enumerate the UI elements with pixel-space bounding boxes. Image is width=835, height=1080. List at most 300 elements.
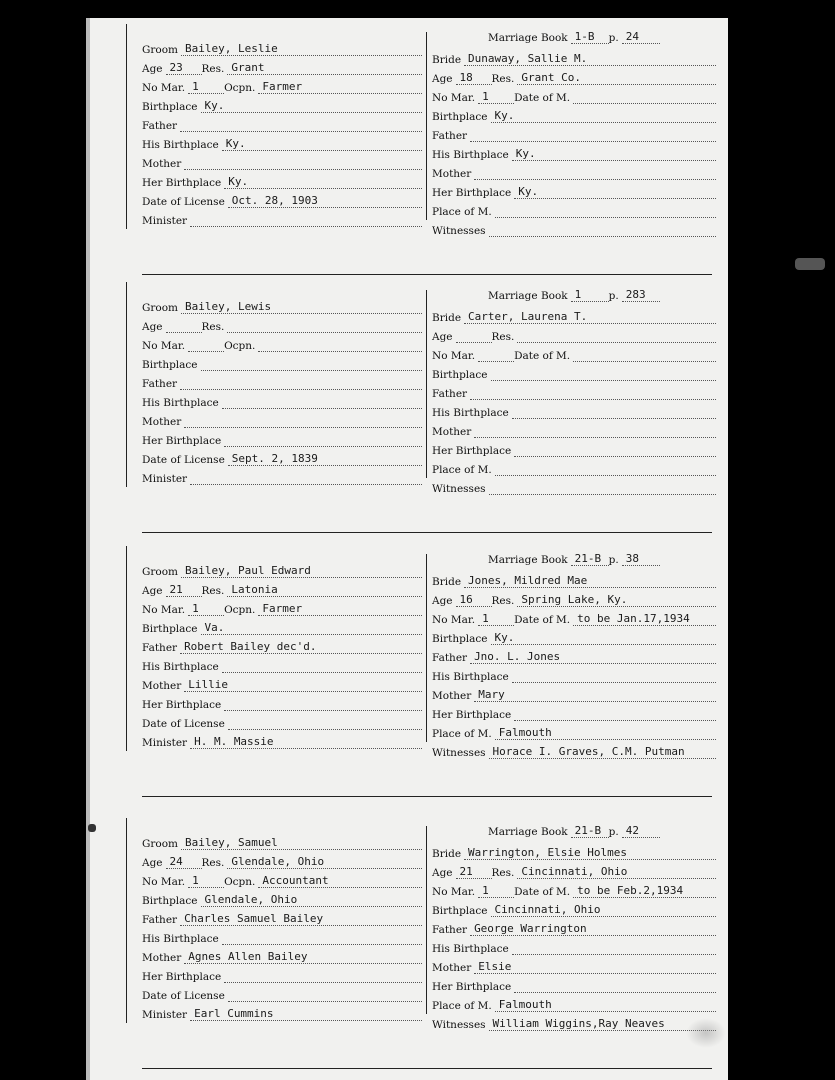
column-divider [426, 32, 427, 220]
no-mar-label: No Mar. [432, 92, 476, 104]
bride-res: Grant Co. [517, 71, 716, 85]
age-row [142, 851, 422, 869]
groom-her-birthplace [224, 446, 422, 447]
bride-no-mar: 1 [478, 90, 514, 104]
date-of-license [228, 1001, 422, 1002]
minister-name: Earl Cummins [190, 1007, 422, 1021]
groom-his-birthplace [222, 672, 422, 673]
date-of-marriage [573, 361, 716, 362]
witnesses-label: Witnesses [432, 747, 486, 759]
bride-father: George Warrington [470, 922, 716, 936]
date-of-license-label: Date of License [142, 454, 225, 466]
bride-her-birthplace-row [432, 703, 716, 721]
date-of-license-label: Date of License [142, 718, 225, 730]
bride-age-row [432, 861, 716, 879]
bride-age [456, 342, 492, 343]
his-birthplace-row [142, 655, 422, 673]
left-rule [126, 546, 127, 751]
groom-row [142, 832, 422, 850]
no-mar-row [142, 870, 422, 888]
left-rule [126, 24, 127, 229]
her-birthplace-label: Her Birthplace [432, 187, 512, 199]
bride-mother [474, 179, 716, 180]
marriage-book-ref [488, 820, 660, 838]
marriage-book-ref [488, 548, 660, 566]
bride-father-row [432, 918, 716, 936]
age-label: Age [432, 595, 453, 607]
groom-birthplace: Va. [201, 621, 422, 635]
minister-row [142, 209, 422, 227]
bride-no-mar-row [432, 608, 716, 626]
no-mar-label: No Mar. [142, 82, 186, 94]
bride-mother-row [432, 684, 716, 702]
groom-name: Bailey, Leslie [181, 42, 422, 56]
his-birthplace-label: His Birthplace [432, 671, 509, 683]
her-birthplace-label: Her Birthplace [142, 971, 222, 983]
groom-father: Robert Bailey dec'd. [180, 640, 422, 654]
date-of-marriage: to be Feb.2,1934 [573, 884, 716, 898]
minister-label: Minister [142, 1009, 188, 1021]
groom-age: 21 [166, 583, 202, 597]
date-of-m-label: Date of M. [514, 886, 571, 898]
his-birthplace-label: His Birthplace [142, 661, 219, 673]
his-birthplace-row [142, 133, 422, 151]
date-of-m-label: Date of M. [514, 614, 571, 626]
groom-no-mar: 1 [188, 80, 224, 94]
place-of-m-row [432, 722, 716, 740]
groom-res: Latonia [227, 583, 422, 597]
bride-name: Dunaway, Sallie M. [464, 52, 716, 66]
page-label: p. [608, 290, 619, 302]
father-label: Father [142, 378, 178, 390]
his-birthplace-label: His Birthplace [142, 397, 219, 409]
date-of-m-label: Date of M. [514, 92, 571, 104]
bride-age: 18 [456, 71, 492, 85]
witnesses [489, 494, 716, 495]
bride-father [470, 399, 716, 400]
birthplace-label: Birthplace [432, 633, 488, 645]
groom-age [166, 332, 202, 333]
bride-his-birthplace [512, 418, 716, 419]
no-mar-row [142, 598, 422, 616]
birthplace-row [142, 353, 422, 371]
res-label: Res. [491, 331, 515, 343]
bride-label: Bride [432, 54, 462, 66]
bride-birthplace [491, 380, 716, 381]
his-birthplace-label: His Birthplace [432, 407, 509, 419]
age-label: Age [432, 867, 453, 879]
marriage-book-number: 21-B [571, 552, 609, 566]
bride-father-row [432, 646, 716, 664]
date-of-license-row [142, 712, 422, 730]
bride-no-mar: 1 [478, 884, 514, 898]
her-birthplace-label: Her Birthplace [142, 435, 222, 447]
groom-label: Groom [142, 838, 179, 850]
groom-name: Bailey, Paul Edward [181, 564, 422, 578]
witnesses-row [432, 741, 716, 759]
groom-ocpn [258, 351, 422, 352]
father-label: Father [432, 652, 468, 664]
bride-age-row [432, 325, 716, 343]
mother-label: Mother [432, 690, 472, 702]
bride-no-mar-row [432, 86, 716, 104]
groom-no-mar: 1 [188, 874, 224, 888]
mother-row [142, 152, 422, 170]
her-birthplace-row [142, 693, 422, 711]
father-row [142, 114, 422, 132]
column-divider [426, 826, 427, 1014]
marriage-book-ref [488, 284, 660, 302]
groom-label: Groom [142, 566, 179, 578]
groom-his-birthplace [222, 408, 422, 409]
groom-age: 23 [166, 61, 202, 75]
res-label: Res. [491, 867, 515, 879]
groom-res: Grant [227, 61, 422, 75]
birthplace-label: Birthplace [142, 359, 198, 371]
no-mar-label: No Mar. [142, 876, 186, 888]
marriage-book-number: 1 [571, 288, 609, 302]
date-of-license: Sept. 2, 1839 [228, 452, 422, 466]
minister-label: Minister [142, 737, 188, 749]
age-row [142, 579, 422, 597]
groom-his-birthplace: Ky. [222, 137, 422, 151]
date-of-license-label: Date of License [142, 196, 225, 208]
groom-father [180, 389, 422, 390]
date-of-license-label: Date of License [142, 990, 225, 1002]
mother-label: Mother [142, 680, 182, 692]
groom-name: Bailey, Lewis [181, 300, 422, 314]
birthplace-label: Birthplace [432, 369, 488, 381]
place-of-m-label: Place of M. [432, 464, 492, 476]
no-mar-label: No Mar. [432, 350, 476, 362]
no-mar-row [142, 334, 422, 352]
groom-row [142, 560, 422, 578]
father-label: Father [432, 130, 468, 142]
father-row [142, 372, 422, 390]
his-birthplace-label: His Birthplace [142, 933, 219, 945]
bride-no-mar: 1 [478, 612, 514, 626]
bride-father: Jno. L. Jones [470, 650, 716, 664]
bride-no-mar-row [432, 880, 716, 898]
marriage-book-page: 42 [622, 824, 660, 838]
her-birthplace-label: Her Birthplace [432, 981, 512, 993]
marriage-book-page: 38 [622, 552, 660, 566]
record-separator [142, 532, 712, 533]
bride-birthplace: Ky. [491, 109, 716, 123]
place-of-m-label: Place of M. [432, 206, 492, 218]
bride-label: Bride [432, 576, 462, 588]
marriage-book-label: Marriage Book [488, 826, 568, 838]
record-separator [142, 1068, 712, 1069]
page-edge [86, 18, 90, 1080]
father-row [142, 908, 422, 926]
mother-row [142, 410, 422, 428]
bride-name: Jones, Mildred Mae [464, 574, 716, 588]
marriage-book-label: Marriage Book [488, 290, 568, 302]
mother-label: Mother [142, 952, 182, 964]
groom-father: Charles Samuel Bailey [180, 912, 422, 926]
witnesses: William Wiggins,Ray Neaves [489, 1017, 716, 1031]
res-label: Res. [201, 585, 225, 597]
witnesses [489, 236, 716, 237]
father-label: Father [432, 924, 468, 936]
bride-row [432, 570, 716, 588]
father-row [142, 636, 422, 654]
ocpn-label: Ocpn. [224, 604, 256, 616]
bride-his-birthplace-row [432, 937, 716, 955]
bride-res: Spring Lake, Ky. [517, 593, 716, 607]
marriage-book-number: 1-B [571, 30, 609, 44]
age-label: Age [142, 321, 163, 333]
his-birthplace-label: His Birthplace [142, 139, 219, 151]
father-label: Father [142, 914, 178, 926]
bride-res [517, 342, 716, 343]
groom-his-birthplace [222, 944, 422, 945]
record-separator [142, 274, 712, 275]
birthplace-row [142, 617, 422, 635]
date-of-license [228, 729, 422, 730]
his-birthplace-row [142, 391, 422, 409]
date-of-license-row [142, 448, 422, 466]
record-separator [142, 796, 712, 797]
place-of-marriage [495, 217, 716, 218]
her-birthplace-label: Her Birthplace [432, 709, 512, 721]
groom-row [142, 38, 422, 56]
left-rule [126, 282, 127, 487]
witnesses-label: Witnesses [432, 483, 486, 495]
groom-birthplace: Ky. [201, 99, 422, 113]
marriage-book-page: 24 [622, 30, 660, 44]
bride-age: 21 [456, 865, 492, 879]
mother-row [142, 946, 422, 964]
groom-ocpn: Accountant [258, 874, 422, 888]
mother-label: Mother [432, 168, 472, 180]
no-mar-label: No Mar. [142, 340, 186, 352]
bride-birthplace-row [432, 363, 716, 381]
place-of-m-row [432, 200, 716, 218]
age-row [142, 315, 422, 333]
mother-row [142, 674, 422, 692]
column-divider [426, 554, 427, 742]
bride-row [432, 48, 716, 66]
birthplace-label: Birthplace [142, 895, 198, 907]
bride-mother-row [432, 162, 716, 180]
place-of-marriage: Falmouth [495, 726, 716, 740]
bride-row [432, 842, 716, 860]
witnesses-label: Witnesses [432, 1019, 486, 1031]
place-of-m-label: Place of M. [432, 728, 492, 740]
groom-label: Groom [142, 302, 179, 314]
birthplace-row [142, 95, 422, 113]
bride-label: Bride [432, 848, 462, 860]
minister-label: Minister [142, 473, 188, 485]
minister-name [190, 484, 422, 485]
bride-his-birthplace-row [432, 665, 716, 683]
groom-her-birthplace [224, 710, 422, 711]
res-label: Res. [491, 595, 515, 607]
groom-no-mar [188, 351, 224, 352]
groom-birthplace [201, 370, 422, 371]
bride-birthplace-row [432, 105, 716, 123]
ocpn-label: Ocpn. [224, 82, 256, 94]
his-birthplace-label: His Birthplace [432, 943, 509, 955]
bride-his-birthplace [512, 954, 716, 955]
groom-ocpn: Farmer [258, 80, 422, 94]
no-mar-label: No Mar. [142, 604, 186, 616]
groom-birthplace: Glendale, Ohio [201, 893, 422, 907]
date-of-license-row [142, 190, 422, 208]
her-birthplace-label: Her Birthplace [432, 445, 512, 457]
birthplace-label: Birthplace [432, 111, 488, 123]
groom-ocpn: Farmer [258, 602, 422, 616]
bride-no-mar-row [432, 344, 716, 362]
bride-her-birthplace [514, 720, 716, 721]
groom-her-birthplace [224, 982, 422, 983]
bride-age: 16 [456, 593, 492, 607]
bride-label: Bride [432, 312, 462, 324]
father-label: Father [142, 120, 178, 132]
age-label: Age [142, 857, 163, 869]
minister-row [142, 1003, 422, 1021]
date-of-license: Oct. 28, 1903 [228, 194, 422, 208]
mother-label: Mother [142, 158, 182, 170]
bride-his-birthplace-row [432, 143, 716, 161]
film-mark [795, 258, 825, 270]
bride-age-row [432, 589, 716, 607]
her-birthplace-row [142, 965, 422, 983]
age-label: Age [142, 63, 163, 75]
minister-label: Minister [142, 215, 188, 227]
minister-row [142, 467, 422, 485]
groom-name: Bailey, Samuel [181, 836, 422, 850]
witnesses: Horace I. Graves, C.M. Putman [489, 745, 716, 759]
bride-mother: Mary [474, 688, 716, 702]
bride-her-birthplace-row [432, 439, 716, 457]
date-of-marriage [573, 103, 716, 104]
bride-her-birthplace-row [432, 975, 716, 993]
her-birthplace-label: Her Birthplace [142, 177, 222, 189]
bride-age-row [432, 67, 716, 85]
his-birthplace-label: His Birthplace [432, 149, 509, 161]
groom-her-birthplace: Ky. [224, 175, 422, 189]
her-birthplace-label: Her Birthplace [142, 699, 222, 711]
witnesses-row [432, 477, 716, 495]
age-label: Age [432, 73, 453, 85]
age-label: Age [432, 331, 453, 343]
witnesses-label: Witnesses [432, 225, 486, 237]
groom-mother: Agnes Allen Bailey [184, 950, 422, 964]
date-of-marriage: to be Jan.17,1934 [573, 612, 716, 626]
smudge [686, 1018, 726, 1048]
marriage-book-ref [488, 26, 660, 44]
minister-row [142, 731, 422, 749]
mother-label: Mother [432, 426, 472, 438]
no-mar-label: No Mar. [432, 614, 476, 626]
bride-her-birthplace [514, 456, 716, 457]
witnesses-row [432, 1013, 716, 1031]
bride-father-row [432, 124, 716, 142]
res-label: Res. [201, 857, 225, 869]
groom-res [227, 332, 422, 333]
film-mark-left [88, 824, 96, 832]
left-rule [126, 818, 127, 1023]
groom-label: Groom [142, 44, 179, 56]
bride-birthplace-row [432, 627, 716, 645]
bride-mother [474, 437, 716, 438]
bride-her-birthplace: Ky. [514, 185, 716, 199]
bride-mother-row [432, 956, 716, 974]
mother-label: Mother [432, 962, 472, 974]
place-of-m-label: Place of M. [432, 1000, 492, 1012]
bride-his-birthplace: Ky. [512, 147, 716, 161]
bride-mother: Elsie [474, 960, 716, 974]
place-of-marriage: Falmouth [495, 998, 716, 1012]
res-label: Res. [201, 63, 225, 75]
bride-mother-row [432, 420, 716, 438]
page-label: p. [608, 554, 619, 566]
her-birthplace-row [142, 429, 422, 447]
place-of-m-row [432, 994, 716, 1012]
mother-label: Mother [142, 416, 182, 428]
page-label: p. [608, 826, 619, 838]
groom-age: 24 [166, 855, 202, 869]
bride-name: Warrington, Elsie Holmes [464, 846, 716, 860]
bride-no-mar [478, 361, 514, 362]
her-birthplace-row [142, 171, 422, 189]
no-mar-label: No Mar. [432, 886, 476, 898]
groom-mother: Lillie [184, 678, 422, 692]
bride-his-birthplace [512, 682, 716, 683]
age-row [142, 57, 422, 75]
place-of-marriage [495, 475, 716, 476]
ocpn-label: Ocpn. [224, 340, 256, 352]
bride-father-row [432, 382, 716, 400]
groom-father [180, 131, 422, 132]
groom-mother [184, 427, 422, 428]
bride-her-birthplace-row [432, 181, 716, 199]
bride-birthplace-row [432, 899, 716, 917]
bride-his-birthplace-row [432, 401, 716, 419]
date-of-license-row [142, 984, 422, 1002]
no-mar-row [142, 76, 422, 94]
birthplace-label: Birthplace [142, 623, 198, 635]
marriage-book-label: Marriage Book [488, 554, 568, 566]
bride-birthplace: Ky. [491, 631, 716, 645]
minister-name: H. M. Massie [190, 735, 422, 749]
marriage-record-page [86, 18, 728, 1080]
bride-res: Cincinnati, Ohio [517, 865, 716, 879]
bride-her-birthplace [514, 992, 716, 993]
his-birthplace-row [142, 927, 422, 945]
place-of-m-row [432, 458, 716, 476]
marriage-book-number: 21-B [571, 824, 609, 838]
father-label: Father [432, 388, 468, 400]
ocpn-label: Ocpn. [224, 876, 256, 888]
column-divider [426, 290, 427, 478]
bride-row [432, 306, 716, 324]
res-label: Res. [491, 73, 515, 85]
marriage-book-label: Marriage Book [488, 32, 568, 44]
minister-name [190, 226, 422, 227]
birthplace-row [142, 889, 422, 907]
marriage-book-page: 283 [622, 288, 660, 302]
bride-father [470, 141, 716, 142]
date-of-m-label: Date of M. [514, 350, 571, 362]
groom-no-mar: 1 [188, 602, 224, 616]
bride-birthplace: Cincinnati, Ohio [491, 903, 716, 917]
groom-row [142, 296, 422, 314]
birthplace-label: Birthplace [142, 101, 198, 113]
